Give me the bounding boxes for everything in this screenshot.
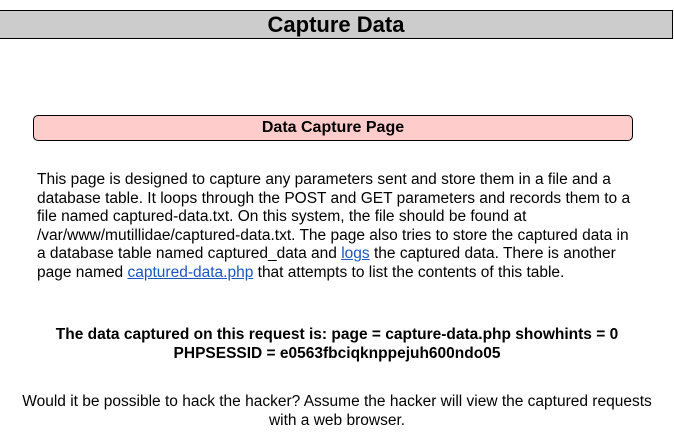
hack-the-hacker-question bbox=[20, 393, 654, 430]
captured-data-summary bbox=[20, 326, 654, 363]
page-title-text: Capture Data bbox=[267, 12, 405, 37]
section-heading: Data Capture Page bbox=[261, 119, 405, 136]
section-heading-box bbox=[33, 115, 633, 141]
page-title bbox=[0, 10, 673, 39]
captured-data-php-link[interactable]: captured-data.php bbox=[127, 263, 254, 281]
description-text-1: This page is designed to capture any parameters sent and store them in a file and a database table. It loops through the POST and GET parameters and records them to a file named captured-data.txt. On this system, the file should be found at /var/www/mutillidae/captured-data.txt. The page also tries to store the captured data in a database table named captured_data and bbox=[37, 171, 631, 262]
captured-data-line-1: The data captured on this request is: page = capture-data.php showhints = 0 bbox=[55, 326, 619, 343]
description-text-3: that attempts to list the contents of this table. bbox=[253, 263, 565, 281]
description-paragraph bbox=[37, 171, 637, 282]
description-text-2: the captured data. There is another page named bbox=[37, 245, 616, 281]
logs-link[interactable]: logs bbox=[341, 245, 370, 262]
question-text: Would it be possible to hack the hacker? Assume the hacker will view the captured requests with a web browser. bbox=[22, 393, 652, 429]
captured-data-line-2: PHPSESSID = e0563fbciqknppejuh600ndo05 bbox=[173, 344, 501, 362]
